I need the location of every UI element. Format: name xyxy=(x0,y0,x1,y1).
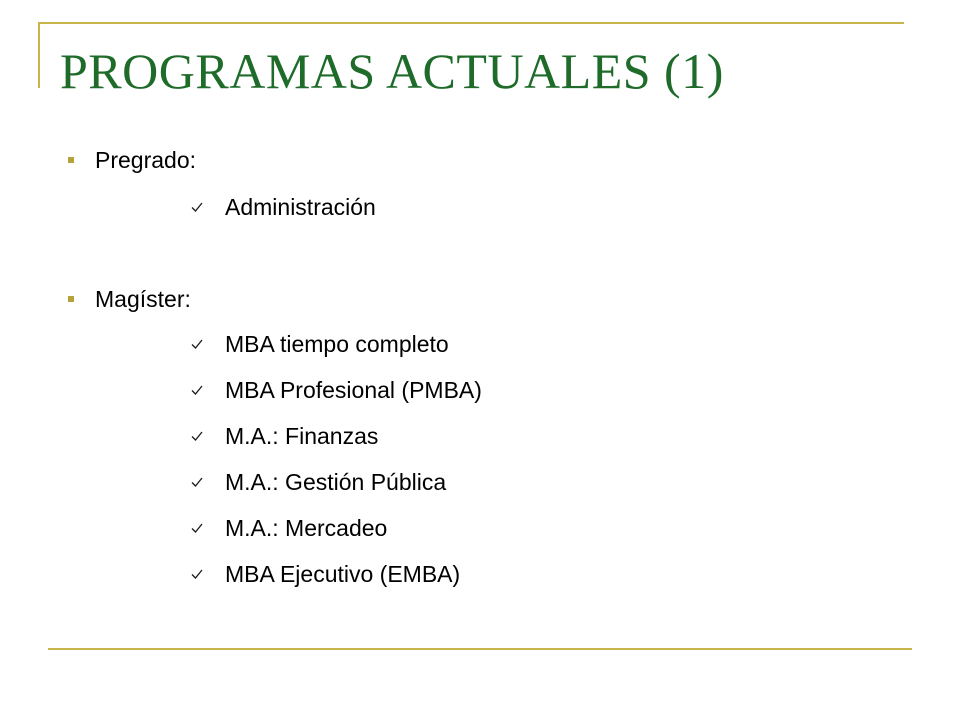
check-icon xyxy=(190,429,204,443)
list-item xyxy=(190,372,482,408)
list-item xyxy=(190,326,449,362)
list-item xyxy=(190,464,446,500)
section-label: Pregrado: xyxy=(95,146,197,173)
check-icon xyxy=(190,200,204,214)
list-item-label: MBA Ejecutivo (EMBA) xyxy=(225,560,461,587)
list-item-label: M.A.: Finanzas xyxy=(225,422,379,449)
check-icon xyxy=(190,567,204,581)
list-item-label: M.A.: Mercadeo xyxy=(225,514,388,541)
slide-title: PROGRAMAS ACTUALES (1) xyxy=(60,43,724,99)
list-item xyxy=(190,510,387,546)
list-item xyxy=(190,556,460,592)
square-bullet-icon xyxy=(68,157,74,163)
list-item-label: Administración xyxy=(225,193,376,220)
check-icon xyxy=(190,475,204,489)
frame-bottom-line xyxy=(48,648,912,650)
list-item-label: MBA tiempo completo xyxy=(225,330,449,357)
check-icon xyxy=(190,383,204,397)
section-heading-pregrado xyxy=(68,142,196,178)
list-item-label: MBA Profesional (PMBA) xyxy=(225,376,482,403)
section-heading-magister xyxy=(68,281,191,317)
list-item-label: M.A.: Gestión Pública xyxy=(225,468,447,495)
list-item xyxy=(190,418,378,454)
check-icon xyxy=(190,337,204,351)
list-item xyxy=(190,189,376,225)
check-icon xyxy=(190,521,204,535)
square-bullet-icon xyxy=(68,296,74,302)
section-label: Magíster: xyxy=(95,285,191,312)
